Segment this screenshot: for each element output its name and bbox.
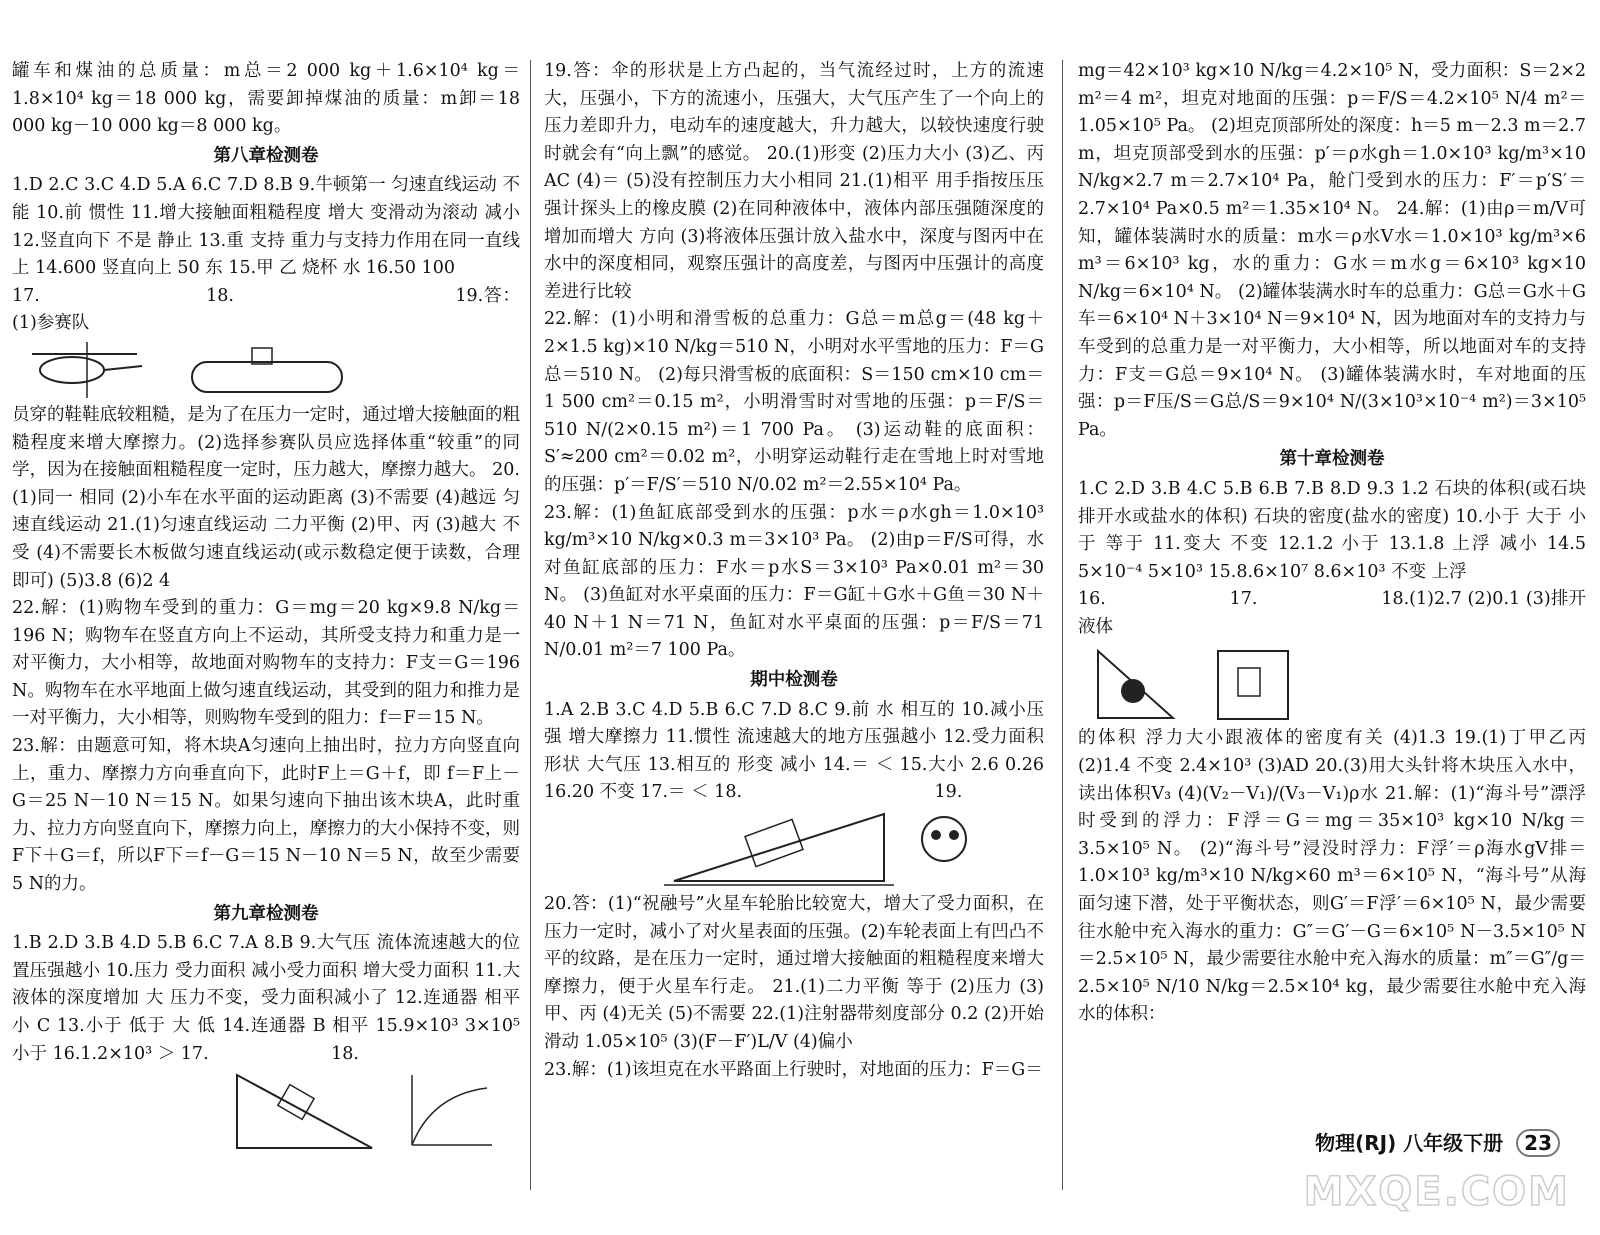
section-heading-chapter-9: 第九章检测卷: [213, 903, 319, 924]
paragraph: 23.解：(1)鱼缸底部受到水的压强：p水＝ρ水gh＝1.0×10³ kg/m³×10 N/kg×0.3 m＝3×10³ Pa。 (2)由p＝F/S可得，水对鱼缸底部的压力：F水＝p水S＝3×10³ Pa×0.01 m²＝30 N。 (3)鱼缸对水平桌面的压力：F＝G缸＋G水＋G鱼＝30 N＋40 N＋1 N＝71 N，鱼缸对水平桌面的压强：p＝F/S＝71 N/0.01 m²＝7 100 Pa。: [544, 502, 1044, 661]
helicopter-and-belt-figures: [12, 340, 512, 400]
slope-and-panda-figures: [544, 809, 1044, 889]
paragraph: 1.D 2.C 3.C 4.D 5.A 6.C 7.D 8.B 9.牛顿第一 匀速直线运动 不能 10.前 惯性 11.增大接触面粗糙程度 增大 变滑动为滚动 减小 12.竖直向下 不是 静止 13.重 支持 重力与支持力作用在同一直线上 14.600 竖直向上 50 东 15.甲 乙 烧杯 水 16.50 100: [12, 175, 520, 279]
column-3: [1078, 58, 1586, 1029]
paragraph: 1.A 2.B 3.C 4.D 5.B 6.C 7.D 8.C 9.前 水 相互的 10.减小压强 增大摩擦力 11.惯性 流速越大的地方压强越小 12.受力面积 形状 大气压 13.相互的 形变 减小 14.＝ ＜ 15.大小 2.6 0.26 16.20 不变 17.＝ ＜ 18. 19.: [544, 699, 1044, 803]
page-footer: [1315, 1127, 1560, 1157]
paragraph: 1.C 2.D 3.B 4.C 5.B 6.B 7.B 8.D 9.3 1.2 石块的体积(或石块排开水或盐水的体积) 石块的密度(盐水的密度) 10.小于 大于 小于 等于 11.变大 不变 12.1.2 小于 13.1.8 上浮 减小 14.5 5×10⁻⁴ 5×10³ 15.8.6×10⁷ 8.6×10³ 不变 上浮: [1078, 478, 1586, 582]
section-heading-midterm: 期中检测卷: [750, 670, 838, 691]
paragraph: 罐车和煤油的总质量：m总＝2 000 kg＋1.6×10⁴ kg＝1.8×10⁴ kg＝18 000 kg，需要卸掉煤油的质量：m卸＝18 000 kg－10 000 kg＝8 000 kg。: [12, 61, 520, 137]
paragraph: 的体积 浮力大小跟液体的密度有关 (4)1.3 19.(1)丁甲乙丙 (2)1.4 不变 2.4×10³ (3)AD 20.(3)用大头针将木块压入水中，读出体积V₃ (4)(V₂－V₁)/(V₃－V₁)ρ水 21.解：(1)“海斗号”漂浮时受到的浮力：F浮＝G＝mg＝35×10³ kg×10 N/kg＝3.5×10⁵ N。 (2)“海斗号”浸没时浮力：F浮′＝ρ海水gV排＝1.0×10³ kg/m³×10 N/kg×60 m³＝6×10⁵ N，“海斗号”从海面匀速下潜，处于平衡状态，则G′＝F浮′＝6×10⁵ N，最少需要往水舱中充入海水的重力：G″＝G′－G＝6×10⁵ N－3.5×10⁵ N＝2.5×10⁵ N，最少需要往水舱中充入海水的质量：m″＝G″/g＝2.5×10⁵ N/10 N/kg＝2.5×10⁴ kg，最少需要往水舱中充入海水的体积：: [1078, 728, 1586, 1025]
buoyancy-figures: [1078, 643, 1578, 723]
column-2: [544, 58, 1044, 1084]
figure-label-row: 16. 17. 18.(1)2.7 (2)0.1 (3)排开液体: [1078, 589, 1586, 637]
figure-label-row: 17. 18. 19.答：(1)参赛队: [12, 285, 520, 334]
section-heading-chapter-10: 第十章检测卷: [1279, 449, 1385, 470]
section-heading-chapter-8: 第八章检测卷: [213, 145, 319, 166]
paragraph: 19.答：伞的形状是上方凸起的，当气流经过时，上方的流速大，压强小，下方的流速小，压强大，大气压产生了一个向上的压力差即升力，电动车的速度越大，升力越大，以较快速度行驶时就会有“向上飘”的感觉。 20.(1)形变 (2)压力大小 (3)乙、丙 AC (4)＝ (5)没有控制压力大小相同 21.(1)相平 用手指按压压强计探头上的橡皮膜 (2)在同种液体中，液体内部压强随深度的增加而增大 方向 (3)将液体压强计放入盐水中，深度与图丙中在水中的深度相同，观察压强计的高度差，与图丙中压强计的高度差进行比较: [544, 61, 1044, 302]
column-1: [12, 58, 520, 1152]
paragraph: 20.答：(1)“祝融号”火星车轮胎比较宽大，增大了受力面积，在压力一定时，减小了对火星表面的压强。(2)车轮表面上有凹凸不平的纹路，是在压力一定时，通过增大接触面的粗糙程度来增大摩擦力，便于火星车行走。 21.(1)二力平衡 等于 (2)压力 (3)甲、丙 (4)无关 (5)不需要 22.(1)注射器带刻度部分 0.2 (2)开始滑动 1.05×10⁵ (3)(F－F′)L/V (4)偏小: [544, 894, 1044, 1052]
grade-label: 八年级下册: [1403, 1131, 1504, 1155]
incline-and-graph-figures: [12, 1070, 512, 1150]
page-number: 23: [1516, 1129, 1560, 1157]
subject-label: 物理(RJ): [1315, 1131, 1397, 1155]
paragraph: 22.解：(1)购物车受到的重力：G＝mg＝20 kg×9.8 N/kg＝196 N；购物车在竖直方向上不运动，其所受支持力和重力是一对平衡力，大小相等，故地面对购物车的支持力：F支＝G＝196 N。购物车在水平地面上做匀速直线运动，其受到的阻力和推力是一对平衡力，大小相等，则购物车受到的阻力：f＝F＝15 N。: [12, 598, 520, 729]
watermark-logo: MXQE.COM: [1303, 1169, 1570, 1215]
paragraph: 23.解：(1)该坦克在水平路面上行驶时，对地面的压力：F＝G＝: [544, 1059, 1043, 1080]
paragraph: 1.B 2.D 3.B 4.D 5.B 6.C 7.A 8.B 9.大气压 流体流速越大的位置压强越小 10.压力 受力面积 减小受力面积 增大受力面积 11.大 液体的深度增加 大 压力不变，受力面积减小了 12.连通器 相平 小 C 13.小于 低于 大 低 14.连通器 B 相平 15.9×10³ 3×10⁵ 小于 16.1.2×10³ ＞ 17. 18.: [12, 933, 520, 1064]
paragraph: 23.解：由题意可知，将木块A匀速向上抽出时，拉力方向竖直向上，重力、摩擦力方向垂直向下，此时F上＝G＋f，即 f＝F上－G＝25 N－10 N＝15 N。如果匀速向下抽出该木块A，此时重力、拉力方向竖直向下，摩擦力向上，摩擦力的大小保持不变，则F下＋G＝f，所以F下＝f－G＝15 N－10 N＝5 N，故至少需要5 N的力。: [12, 736, 520, 895]
paragraph: 员穿的鞋鞋底较粗糙，是为了在压力一定时，通过增大接触面的粗糙程度来增大摩擦力。(2)选择参赛队员应选择体重“较重”的同学，因为在接触面粗糙程度一定时，压力越大，摩擦力越大。 20.(1)同一 相同 (2)小车在水平面的运动距离 (3)不需要 (4)越远 匀速直线运动 21.(1)匀速直线运动 二力平衡 (2)甲、丙 (3)越大 不受 (4)不需要长木板做匀速直线运动(或示数稳定便于读数，合理即可) (5)3.8 (6)2 4: [12, 404, 520, 591]
paragraph: 22.解：(1)小明和滑雪板的总重力：G总＝m总g＝(48 kg＋2×1.5 kg)×10 N/kg＝510 N，小明对水平雪地的压力：F＝G总＝510 N。 (2)每只滑雪板的底面积：S＝150 cm×10 cm＝1 500 cm²＝0.15 m²，小明滑雪时对雪地的压强：p＝F/S＝510 N/(2×0.15 m²)＝1 700 Pa。 (3)运动鞋的底面积：S′≈200 cm²＝0.02 m²，小明穿运动鞋行走在雪地上时对雪地的压强：p′＝F/S′＝510 N/0.02 m²＝2.55×10⁴ Pa。: [544, 309, 1044, 495]
column-divider-1: [530, 60, 531, 1190]
column-divider-2: [1062, 60, 1063, 1190]
paragraph: mg＝42×10³ kg×10 N/kg＝4.2×10⁵ N，受力面积：S＝2×2 m²＝4 m²，坦克对地面的压强：p＝F/S＝4.2×10⁵ N/4 m²＝1.05×10⁵ Pa。 (2)坦克顶部所处的深度：h＝5 m－2.3 m＝2.7 m，坦克顶部受到水的压强：p′＝ρ水gh＝1.0×10³ kg/m³×10 N/kg×2.7 m＝2.7×10⁴ Pa，舱门受到水的压力：F′＝p′S′＝2.7×10⁴ Pa×0.5 m²＝1.35×10⁴ N。 24.解：(1)由ρ＝m/V可知，罐体装满时水的质量：m水＝ρ水V水＝1.0×10³ kg/m³×6 m³＝6×10³ kg，水的重力：G水＝m水g＝6×10³ kg×10 N/kg＝6×10⁴ N。 (2)罐体装满水时车的总重力：G总＝G水＋G车＝6×10⁴ N＋3×10⁴ N＝9×10⁴ N，因为地面对车的支持力与车受到的总重力是一对平衡力，大小相等，所以地面对车的支持力：F支＝G总＝9×10⁴ N。 (3)罐体装满水时，车对地面的压强：p＝F压/S＝G总/S＝9×10⁴ N/(3×10³×10⁻⁴ m²)＝3×10⁵ Pa。: [1078, 61, 1586, 440]
